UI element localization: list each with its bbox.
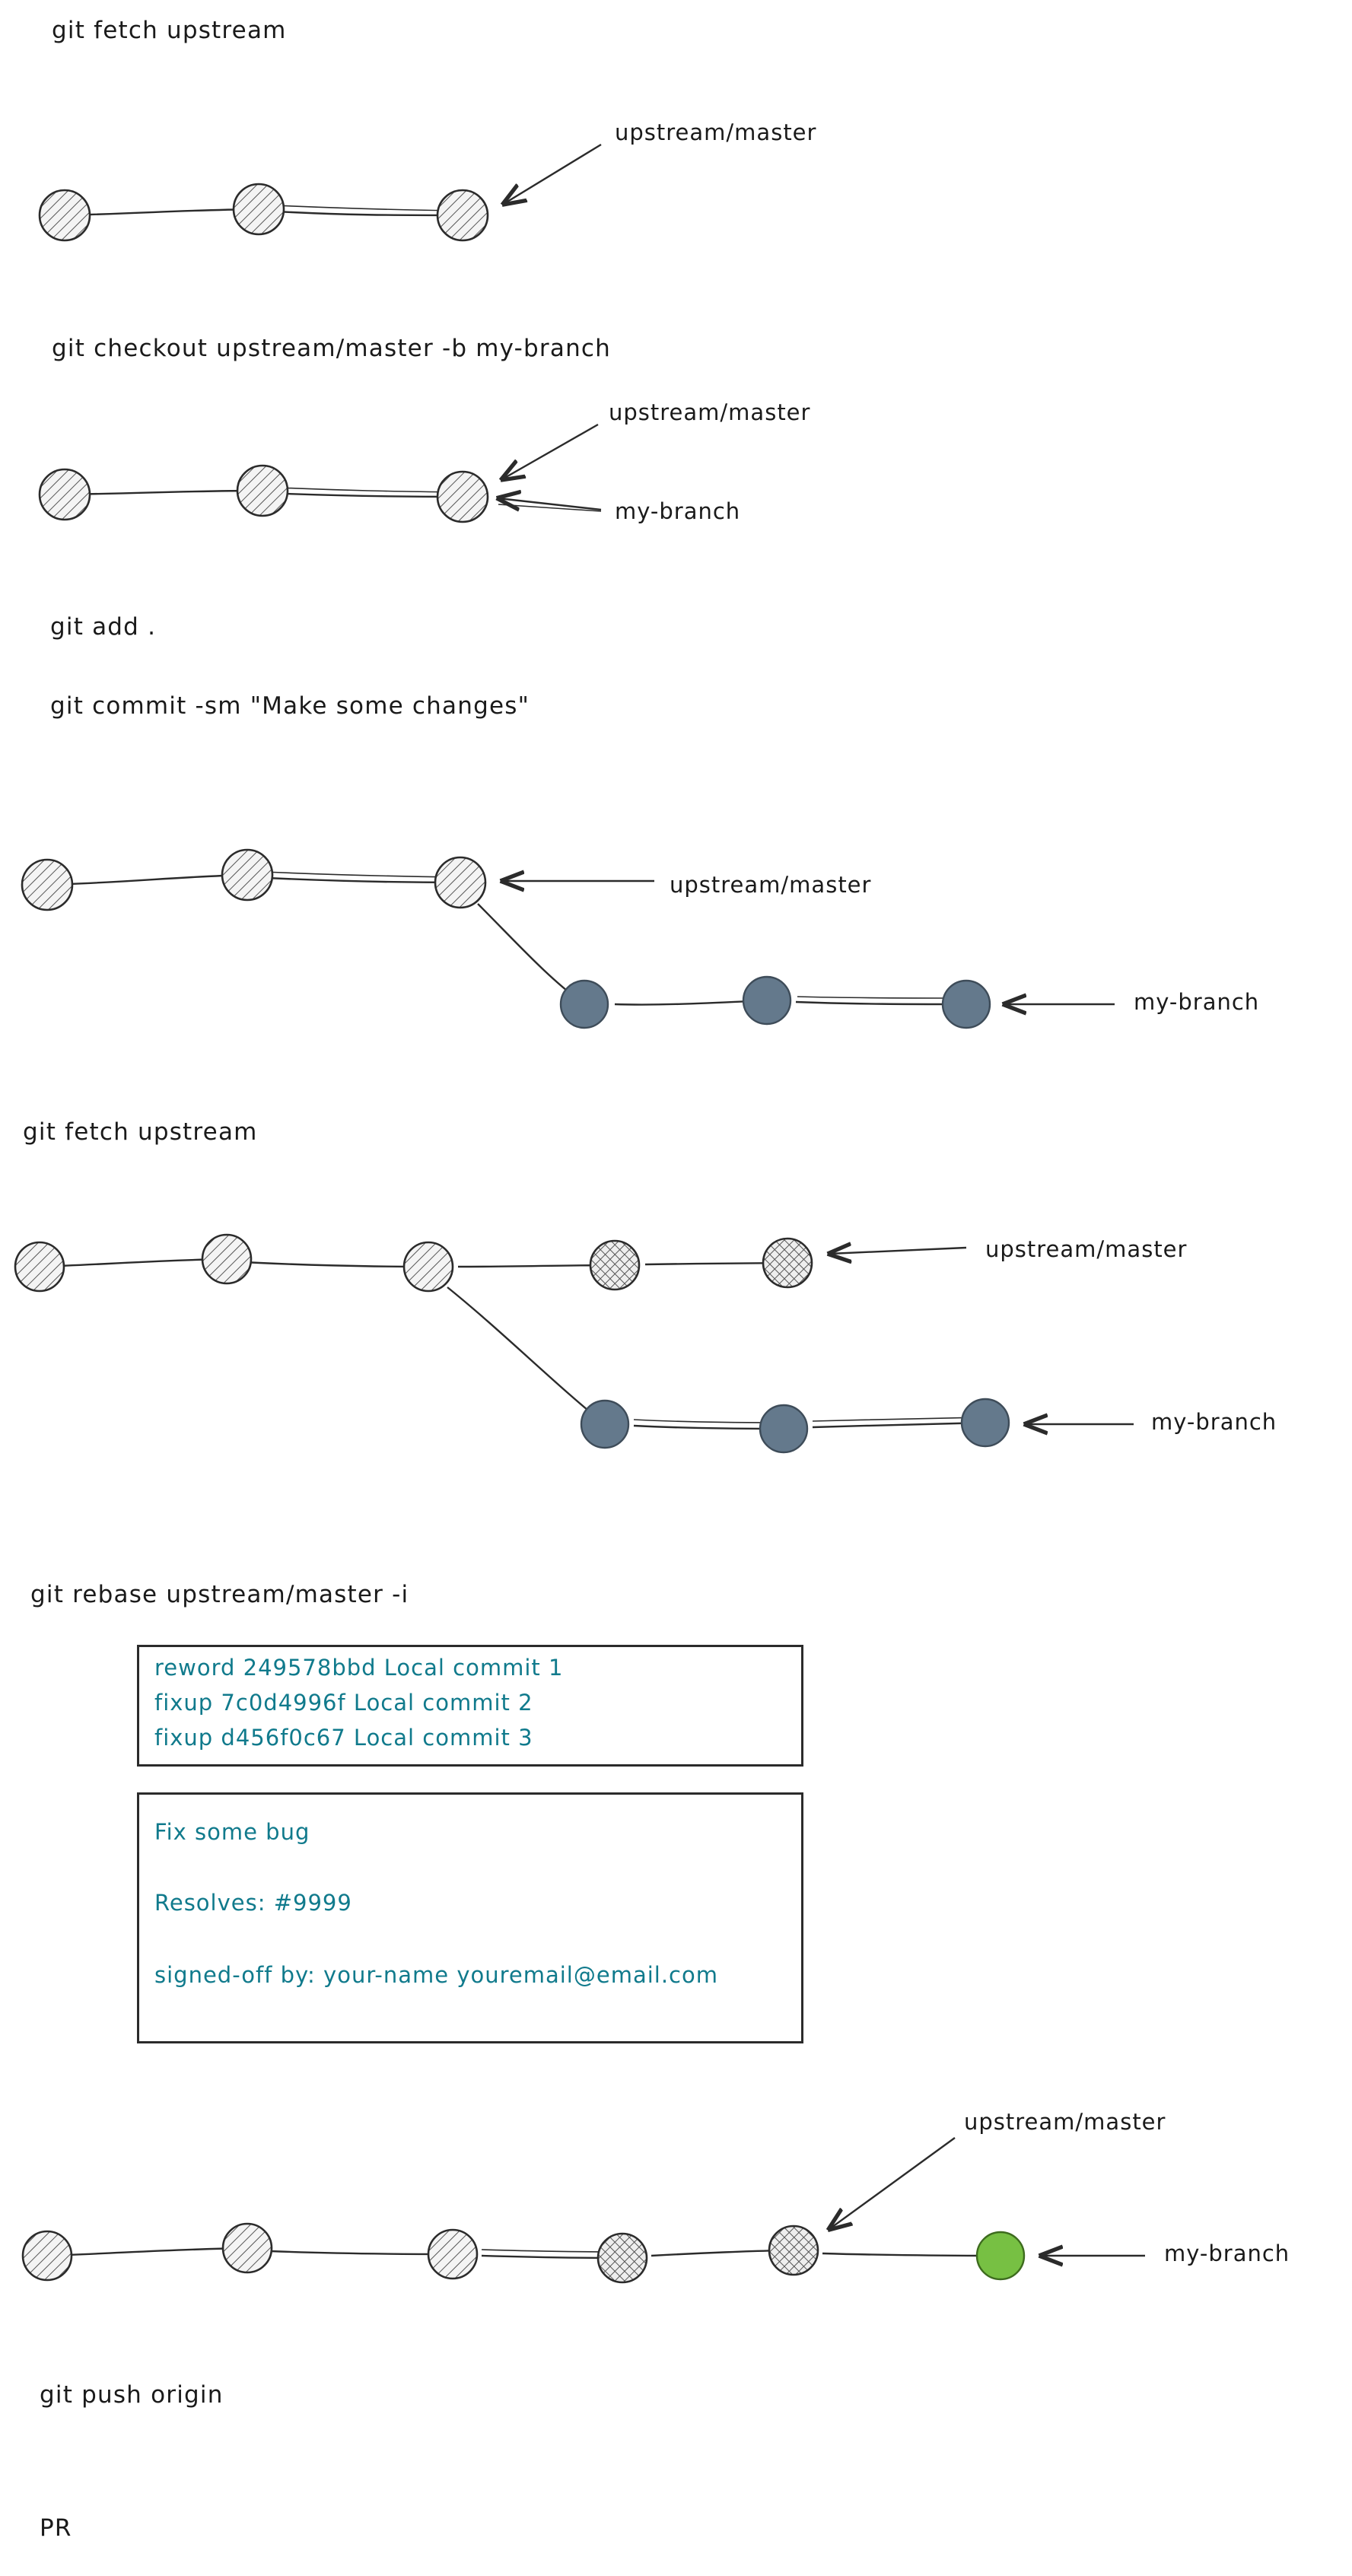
pointer-arrow-upstream: [504, 145, 601, 204]
commit-node-upstream: [404, 1242, 453, 1291]
commit-node-upstream: [223, 2224, 272, 2272]
rebase-todo-line-3[interactable]: fixup d456f0c67 Local commit 3: [154, 1725, 533, 1751]
label-pr: PR: [40, 2514, 72, 2542]
commit-message-signoff[interactable]: signed-off by: your-name youremail@email.com: [154, 1962, 718, 1988]
commit-node-upstream: [40, 190, 90, 240]
commit-graph-3: [22, 850, 1115, 1028]
label-upstream-master-3: upstream/master: [670, 872, 872, 898]
label-my-branch-4: my-branch: [1151, 1409, 1277, 1435]
pointer-arrow-upstream: [502, 425, 598, 479]
commit-node-new: [977, 2232, 1024, 2279]
commit-message-editor[interactable]: [137, 1792, 803, 2043]
command-git-push: git push origin: [40, 2381, 224, 2409]
commit-graph-5: [23, 2138, 1145, 2282]
commit-node-upstream: [590, 1241, 639, 1290]
commit-node-upstream-head: [763, 1239, 812, 1287]
pointer-arrow-upstream: [829, 2138, 955, 2229]
commit-node-upstream: [598, 2234, 647, 2282]
commit-node-local: [943, 981, 990, 1028]
commit-graph-4: [15, 1235, 1134, 1452]
commit-node-upstream-head: [435, 857, 485, 908]
label-upstream-master-4: upstream/master: [985, 1236, 1188, 1262]
commit-node-local: [581, 1401, 628, 1448]
commit-node-upstream: [237, 466, 288, 516]
commit-node-local: [760, 1405, 807, 1452]
commit-node-upstream-head: [437, 190, 488, 240]
command-git-checkout: git checkout upstream/master -b my-branch: [52, 335, 612, 362]
commit-node-upstream: [15, 1242, 64, 1291]
commit-message-subject[interactable]: Fix some bug: [154, 1819, 310, 1845]
commit-message-resolves[interactable]: Resolves: #9999: [154, 1890, 352, 1916]
label-my-branch-2: my-branch: [615, 498, 741, 524]
command-git-fetch-upstream-1: git fetch upstream: [52, 17, 287, 44]
command-git-add: git add .: [50, 613, 157, 641]
label-my-branch-3: my-branch: [1134, 989, 1260, 1015]
commit-node-upstream: [222, 850, 272, 900]
command-git-commit: git commit -sm "Make some changes": [50, 692, 530, 720]
commit-node-upstream-head: [769, 2226, 818, 2275]
rebase-todo-line-1[interactable]: reword 249578bbd Local commit 1: [154, 1655, 564, 1681]
commit-node-upstream-head: [437, 472, 488, 522]
commit-node-local: [962, 1399, 1009, 1446]
commit-graph-1: [40, 145, 601, 240]
commit-graph-2: [40, 425, 601, 522]
commit-node-local: [743, 977, 791, 1024]
commit-node-local: [561, 981, 608, 1028]
label-upstream-master-5: upstream/master: [964, 2109, 1166, 2135]
commit-node-upstream: [40, 469, 90, 520]
command-git-rebase: git rebase upstream/master -i: [30, 1581, 409, 1608]
label-upstream-master-2: upstream/master: [609, 399, 811, 425]
commit-node-upstream: [23, 2231, 72, 2280]
label-upstream-master-1: upstream/master: [615, 119, 817, 145]
rebase-todo-line-2[interactable]: fixup 7c0d4996f Local commit 2: [154, 1690, 533, 1716]
commit-node-upstream: [234, 184, 284, 234]
commit-node-upstream: [428, 2230, 477, 2279]
command-git-fetch-upstream-2: git fetch upstream: [23, 1118, 258, 1146]
commit-node-upstream: [22, 860, 72, 910]
label-my-branch-5: my-branch: [1164, 2240, 1290, 2266]
pointer-arrow-upstream: [829, 1248, 966, 1254]
commit-node-upstream: [202, 1235, 251, 1283]
rebase-todo-editor[interactable]: [137, 1645, 803, 1767]
